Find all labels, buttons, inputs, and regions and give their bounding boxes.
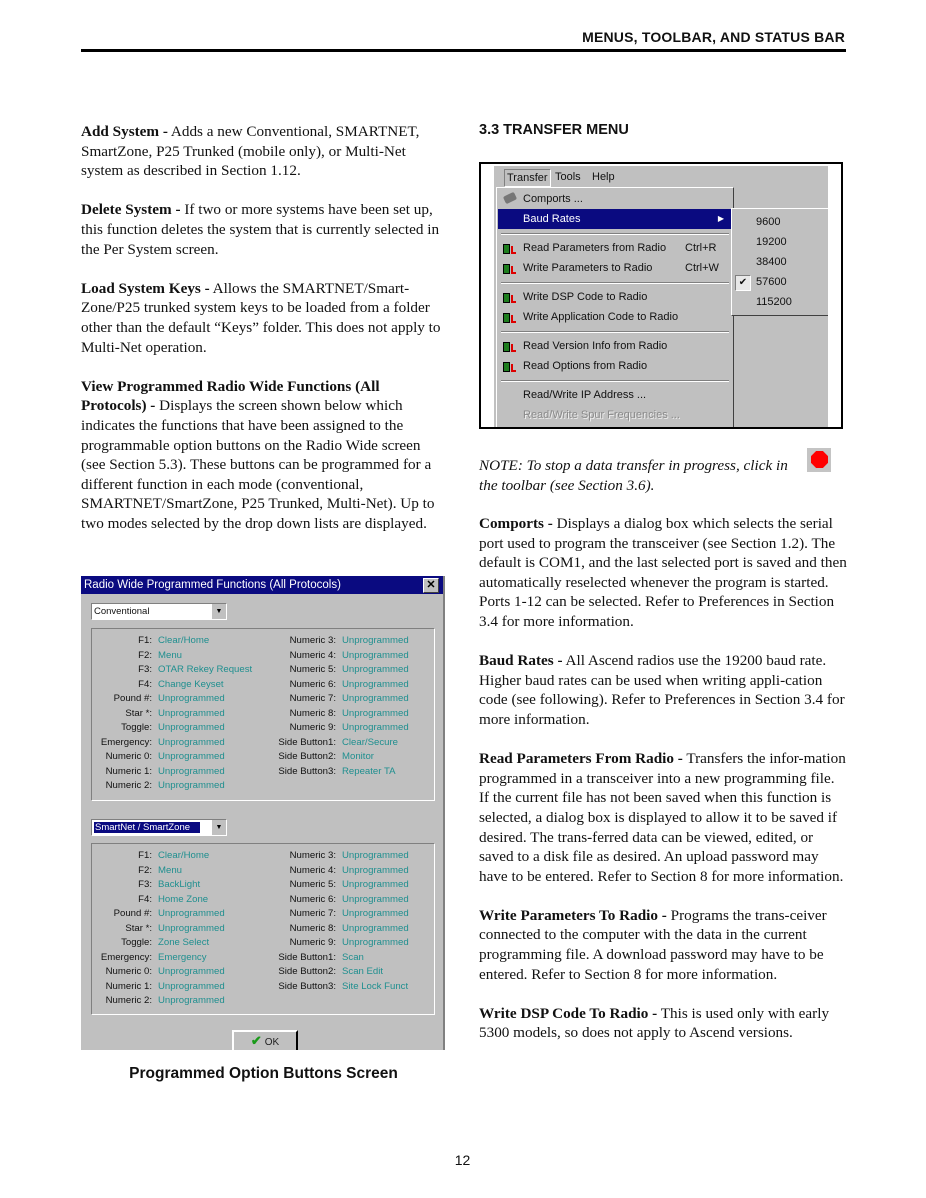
paragraph-comports: Comports - Displays a dialog box which selects the serial port used to program the transceiver (see Section 1.2). The default is COM1, and the last selected port is saved and then automatically reselected whenever the program is started. Ports 1-12 can be selected. Refer to Preferences in Section 3.4 for more information. — [479, 515, 847, 630]
checkmark-icon: ✔ — [735, 275, 751, 291]
function-row: Numeric 5: Unprogrammed — [289, 879, 409, 890]
baud-9600[interactable]: 9600 — [756, 216, 781, 228]
function-row: F3: BackLight — [138, 879, 201, 890]
function-row: Numeric 3: Unprogrammed — [289, 635, 409, 646]
paragraph-baud-rates: Baud Rates - All Ascend radios use the 19200 baud rate. Higher baud rates can be used when writing appli-cation code (see following). Refer to Preferences in Section 3.4 for more information. — [479, 652, 845, 728]
transfer-menu-screenshot — [479, 162, 843, 429]
function-row: F4: Change Keyset — [138, 678, 224, 690]
comport-icon — [502, 192, 518, 206]
radio-app-icon — [502, 310, 518, 324]
menu-item-ip-address[interactable]: Read/Write IP Address ... — [523, 389, 647, 401]
function-row: Star *: Unprogrammed — [125, 707, 225, 719]
mode1-frame — [91, 628, 435, 801]
ok-button[interactable]: ✔ OK — [232, 1030, 298, 1050]
radio-version-icon — [502, 339, 518, 353]
function-row: Star *: Unprogrammed — [125, 922, 225, 934]
mode2-left-list — [94, 849, 225, 1009]
menu-item-read-parameters[interactable]: Read Parameters from Radio Ctrl+R — [498, 238, 732, 258]
function-row: Toggle: Zone Select — [121, 937, 210, 948]
menu-transfer[interactable]: Transfer — [504, 169, 551, 187]
page-header: MENUS, TOOLBAR, AND STATUS BAR — [582, 29, 845, 45]
menu-screen — [494, 166, 828, 427]
radio-read-icon — [502, 241, 518, 255]
paragraph-read-parameters: Read Parameters From Radio - Transfers the infor-mation programmed in a transceiver into a new programming file. If the current file has not been saved when this function is selected, a dialog box is displayed to allow it to be saved if desired. The trans-ferred data can be viewed, edited, or saved to a disk file as desired. An upload password may have to be entered. Refer to Section 8 for more information. — [479, 750, 846, 885]
function-row: Numeric 7: Unprogrammed — [289, 908, 409, 919]
mode1-dropdown[interactable] — [91, 603, 227, 620]
function-row: Toggle: Unprogrammed — [121, 722, 225, 733]
function-row: F2: Menu — [138, 649, 182, 661]
menu-separator — [501, 331, 729, 333]
mode1-left-list — [94, 634, 252, 794]
section-title: 3.3 TRANSFER MENU — [479, 122, 629, 138]
menu-item-read-version[interactable]: Read Version Info from Radio — [498, 336, 732, 356]
menu-item-write-parameters[interactable]: Write Parameters to Radio Ctrl+W — [498, 258, 732, 278]
stop-icon[interactable] — [807, 448, 831, 472]
function-row: Side Button3: Repeater TA — [278, 765, 396, 777]
function-row: Numeric 9: Unprogrammed — [289, 937, 409, 948]
function-row: Emergency: Unprogrammed — [100, 736, 225, 748]
function-row: Numeric 2: Unprogrammed — [105, 780, 225, 791]
chevron-down-icon[interactable]: ▼ — [211, 604, 226, 619]
paragraph-write-parameters: Write Parameters To Radio - Programs the trans-ceiver connected to the computer with the data in the current programming file. A download password may have to be entered. Refer to Section 8 for more information. — [479, 906, 827, 983]
mode1-right-list — [278, 634, 409, 779]
radio-dsp-icon — [502, 290, 518, 304]
function-row: F1: Clear/Home — [138, 850, 210, 861]
function-row: F3: OTAR Rekey Request — [138, 664, 253, 675]
transfer-dropdown — [496, 187, 734, 427]
mode2-frame — [91, 843, 435, 1015]
baud-38400[interactable]: 38400 — [756, 256, 787, 268]
menu-help[interactable]: Help — [592, 171, 615, 183]
menu-separator — [501, 380, 729, 382]
menu-separator — [501, 282, 729, 284]
function-row: Numeric 5: Unprogrammed — [289, 664, 409, 675]
function-row: Numeric 9: Unprogrammed — [289, 722, 409, 733]
left-column — [81, 122, 446, 553]
page-number: 12 — [454, 1152, 471, 1168]
mode2-selected: SmartNet / SmartZone — [94, 822, 200, 833]
function-row: Side Button1: Scan — [278, 951, 364, 963]
menu-item-read-options[interactable]: Read Options from Radio — [498, 356, 732, 376]
function-row: Numeric 8: Unprogrammed — [289, 707, 409, 719]
menubar — [494, 166, 828, 188]
paragraph-write-dsp: Write DSP Code To Radio - This is used only with early 5300 models, so does not apply to Ascend versions. — [479, 1004, 830, 1042]
baud-rates-submenu — [731, 208, 828, 316]
right-column — [479, 514, 847, 1063]
paragraph-view-programmed: View Programmed Radio Wide Functions (All Protocols) - Displays the screen shown below which indicates the functions that have been assigned to the programmable option buttons on the Radio Wide screen (see Section 5.3). These buttons can be programmed for a different function in each mode (conventional, SMARTNET/SmartZone, P25 Trunked, Multi-Net). Up to two modes selected by the drop down lists are displayed. — [81, 377, 435, 532]
function-row: F4: Home Zone — [138, 893, 209, 905]
function-row: Numeric 1: Unprogrammed — [105, 765, 225, 777]
function-row: Side Button2: Scan Edit — [278, 966, 384, 977]
function-row: F1: Clear/Home — [138, 635, 210, 646]
paragraph-load-system-keys: Load System Keys - Allows the SMARTNET/Smart-Zone/P25 trunked system keys to be loaded from a folder other than the default “Keys” folder. This does not apply to Multi-Net operation. — [81, 279, 441, 356]
radio-wide-functions-dialog — [81, 576, 445, 1050]
function-row: Numeric 2: Unprogrammed — [105, 995, 225, 1006]
function-row: Numeric 0: Unprogrammed — [105, 966, 225, 977]
function-row: Emergency: Emergency — [100, 951, 207, 963]
stop-transfer-note: NOTE: To stop a data transfer in progress, click in the toolbar (see Section 3.6). — [479, 457, 788, 494]
baud-19200[interactable]: 19200 — [756, 236, 787, 248]
function-row: Pound #: Unprogrammed — [113, 693, 225, 704]
stop-octagon — [811, 451, 828, 468]
baud-57600[interactable]: 57600 — [756, 276, 787, 288]
paragraph-add-system: Add System - Adds a new Conventional, SMARTNET, SmartZone, P25 Trunked (mobile only), or Multi-Net system as described in Section 1.12. — [81, 123, 420, 180]
menu-item-comports[interactable]: Comports ... — [498, 189, 732, 209]
mode2-dropdown[interactable] — [91, 819, 227, 836]
function-row: Numeric 3: Unprogrammed — [289, 850, 409, 861]
function-row: Side Button1: Clear/Secure — [278, 736, 398, 748]
function-row: Numeric 1: Unprogrammed — [105, 980, 225, 992]
function-row: Side Button3: Site Lock Funct — [278, 980, 409, 992]
header-rule — [81, 49, 846, 52]
checkmark-icon: ✔ — [250, 1033, 262, 1048]
radio-options-icon — [502, 359, 518, 373]
dialog-title: Radio Wide Programmed Functions (All Protocols) — [84, 579, 341, 591]
mode1-selected: Conventional — [94, 606, 150, 617]
function-row: Numeric 8: Unprogrammed — [289, 922, 409, 934]
chevron-down-icon[interactable]: ▼ — [211, 820, 226, 835]
close-icon[interactable]: ✕ — [423, 578, 439, 593]
baud-115200[interactable]: 115200 — [756, 296, 792, 308]
function-row: Side Button2: Monitor — [278, 751, 374, 762]
function-row: Numeric 6: Unprogrammed — [289, 678, 409, 690]
function-row: F2: Menu — [138, 864, 182, 876]
function-row: Numeric 6: Unprogrammed — [289, 893, 409, 905]
function-row: Pound #: Unprogrammed — [113, 908, 225, 919]
radio-write-icon — [502, 261, 518, 275]
function-row: Numeric 4: Unprogrammed — [289, 649, 409, 661]
menu-tools[interactable]: Tools — [555, 171, 581, 183]
mode2-right-list — [278, 849, 409, 994]
menu-item-spur-frequencies: Read/Write Spur Frequencies ... — [523, 409, 680, 421]
submenu-arrow-icon: ▶ — [717, 214, 724, 223]
paragraph-delete-system: Delete System - If two or more systems have been set up, this function deletes the system that is currently selected in the Per System screen. — [81, 201, 440, 258]
menu-item-write-dsp[interactable]: Write DSP Code to Radio — [498, 287, 732, 307]
function-row: Numeric 0: Unprogrammed — [105, 751, 225, 762]
function-row: Numeric 4: Unprogrammed — [289, 864, 409, 876]
menu-separator — [501, 233, 729, 235]
figure-caption: Programmed Option Buttons Screen — [129, 1065, 398, 1082]
dialog-titlebar — [81, 576, 443, 594]
function-row: Numeric 7: Unprogrammed — [289, 693, 409, 704]
menu-item-baud-rates[interactable]: Baud Rates ▶ — [498, 209, 732, 229]
menu-item-write-application[interactable]: Write Application Code to Radio — [498, 307, 732, 327]
